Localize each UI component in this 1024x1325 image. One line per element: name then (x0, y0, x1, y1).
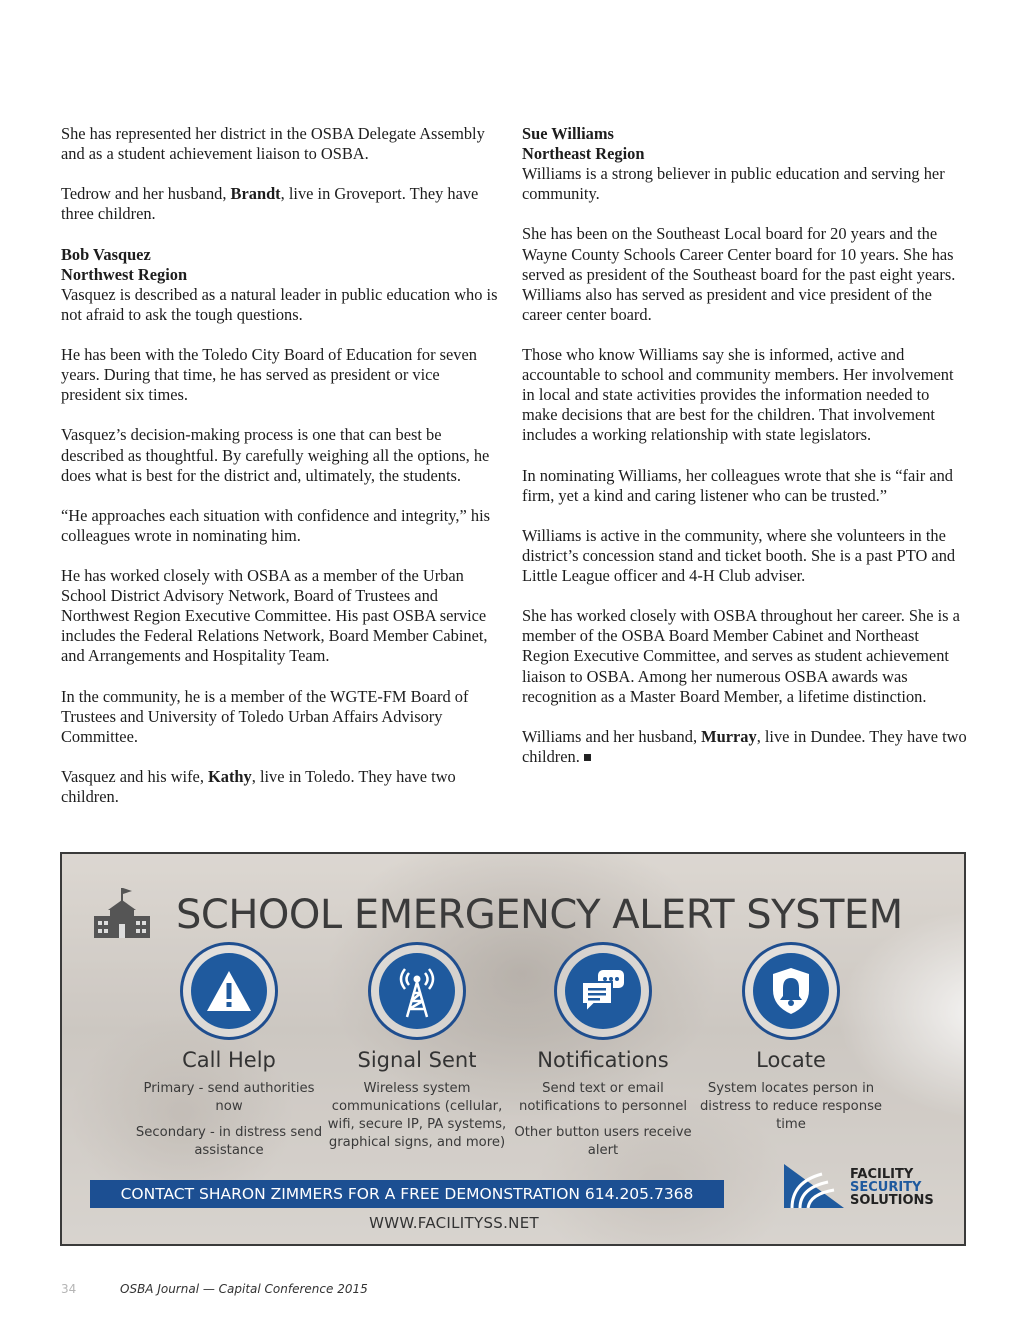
paragraph-text: She has worked closely with OSBA throughout her career. She is a member of the OSBA Board Member Cabinet and Northeast Region Executive Committee, and serves as student achievement liaison to OSBA. Among her numerous OSBA awards was recognition as a Master Board Member, a lifetime distinction. (522, 606, 960, 706)
paragraph (61, 767, 503, 807)
journal-title: OSBA Journal — Capital Conference 2015 (120, 1282, 368, 1296)
paragraph (522, 224, 968, 324)
paragraph-text: , live in Groveport. They have three children. (61, 184, 479, 224)
feature-call-help (134, 942, 324, 1160)
feature-text: Wireless system communications (cellular, wifi, secure IP, PA systems, graphical signs, and more) (327, 1081, 507, 1150)
left-article-column (61, 124, 503, 827)
paragraph (61, 425, 503, 485)
feature-locate (696, 942, 886, 1134)
feature-text: Primary - send authorities now (143, 1081, 315, 1114)
paragraph-text: Vasquez’s decision-making process is one that can best be described as thoughtful. By carefully weighing all the options, he does what is best for the district and, ultimately, the students. (61, 425, 490, 485)
school-building-icon (92, 886, 152, 942)
paragraph (522, 345, 968, 445)
company-logo-text: FACILITY SECURITY SOLUTIONS (850, 1167, 934, 1208)
paragraph (522, 727, 968, 767)
paragraph-text: Tedrow and her husband, (61, 184, 231, 204)
paragraph-text: Vasquez is described as a natural leader in public education who is not afraid to ask the tough questions. (61, 284, 498, 324)
profile-name: Bob Vasquez (61, 244, 151, 264)
profile-section (522, 124, 968, 204)
spouse-name: Murray (701, 726, 757, 746)
feature-title: Notifications (537, 1048, 669, 1072)
profile-section (61, 245, 503, 325)
paragraph-text: Vasquez and his wife, (61, 767, 209, 786)
paragraph-text: She has represented her district in the OSBA Delegate Assembly and as a student achievement liaison to OSBA. (61, 124, 485, 164)
right-article-column (522, 124, 968, 787)
profile-region: Northeast Region (522, 144, 645, 164)
ad-title: SCHOOL EMERGENCY ALERT SYSTEM (176, 892, 903, 938)
paragraph-text: Williams is active in the community, where she volunteers in the district’s concession stand and ticket booth. She is a past PTO and Little League officer and 4-H Club adviser. (522, 525, 956, 586)
feature-text: Send text or email notifications to personnel (519, 1081, 687, 1114)
profile-region: Northwest Region (61, 264, 188, 284)
end-mark-icon (584, 754, 591, 761)
website-link[interactable]: WWW.FACILITYSS.NET (369, 1214, 539, 1232)
paragraph (61, 184, 503, 224)
feature-title: Call Help (182, 1048, 276, 1072)
warning-icon (205, 969, 253, 1013)
paragraph-text: In nominating Williams, her colleagues wrote that she is “fair and firm, yet a kind and caring listener who can be trusted.” (522, 465, 953, 505)
chat-icon (578, 968, 628, 1014)
paragraph (61, 687, 503, 747)
paragraph-text: Those who know Williams say she is informed, active and accountable to school and community members. Her involvement in local and state activities provides the information needed to make decisions that are best for the children. That involvement includes a working relationship with state legislators. (522, 345, 954, 445)
paragraph (61, 506, 503, 546)
paragraph-text: Williams and her husband, (522, 726, 702, 746)
feature-notifications (508, 942, 698, 1160)
paragraph-text: , live in Dundee. They have two children. (522, 726, 967, 766)
paragraph (522, 466, 968, 506)
paragraph-text: He has worked closely with OSBA as a member of the Urban School District Advisory Network, Board of Trustees and Northwest Region Executive Committee. His past OSBA service includes the Federal Relations Network, Board Member Cabinet, and Arrangements and Hospitality Team. (61, 566, 488, 666)
paragraph-text: He has been with the Toledo City Board of Education for seven years. During that time, he has served as president or vice president six times. (61, 345, 477, 405)
paragraph-text: She has been on the Southeast Local board for 20 years and the Wayne County Schools Career Center board for 10 years. She has served as president of the Southeast board for the past eight years. Williams also has served as president and vice president of the career center board. (522, 224, 956, 324)
paragraph (522, 526, 968, 586)
bell-icon (769, 966, 813, 1016)
antenna-icon (392, 963, 442, 1019)
feature-text: Other button users receive alert (514, 1125, 692, 1158)
contact-banner: CONTACT SHARON ZIMMERS FOR A FREE DEMONSTRATION 614.205.7368 (90, 1180, 724, 1208)
page-number: 34 (61, 1282, 77, 1296)
paragraph-text: Williams is a strong believer in public education and serving her community. (522, 164, 945, 204)
spouse-name: Kathy (208, 767, 252, 786)
feature-title: Signal Sent (357, 1048, 477, 1072)
paragraph (61, 345, 503, 405)
emergency-alert-advertisement (60, 852, 966, 1246)
paragraph-text: In the community, he is a member of the WGTE-FM Board of Trustees and University of Toledo Urban Affairs Advisory Committee. (61, 686, 469, 746)
paragraph (522, 606, 968, 706)
feature-title: Locate (756, 1048, 826, 1072)
paragraph-text: “He approaches each situation with confidence and integrity,” his colleagues wrote in nominating him. (61, 505, 491, 545)
paragraph (61, 124, 503, 164)
spouse-name: Brandt (230, 184, 281, 204)
feature-text: System locates person in distress to reduce response time (699, 1081, 883, 1132)
profile-name: Sue Williams (522, 124, 614, 143)
paragraph-text: , live in Toledo. They have two children. (61, 767, 456, 807)
feature-signal-sent (322, 942, 512, 1152)
feature-text: Secondary - in distress send assistance (135, 1125, 323, 1158)
paragraph (61, 566, 503, 666)
